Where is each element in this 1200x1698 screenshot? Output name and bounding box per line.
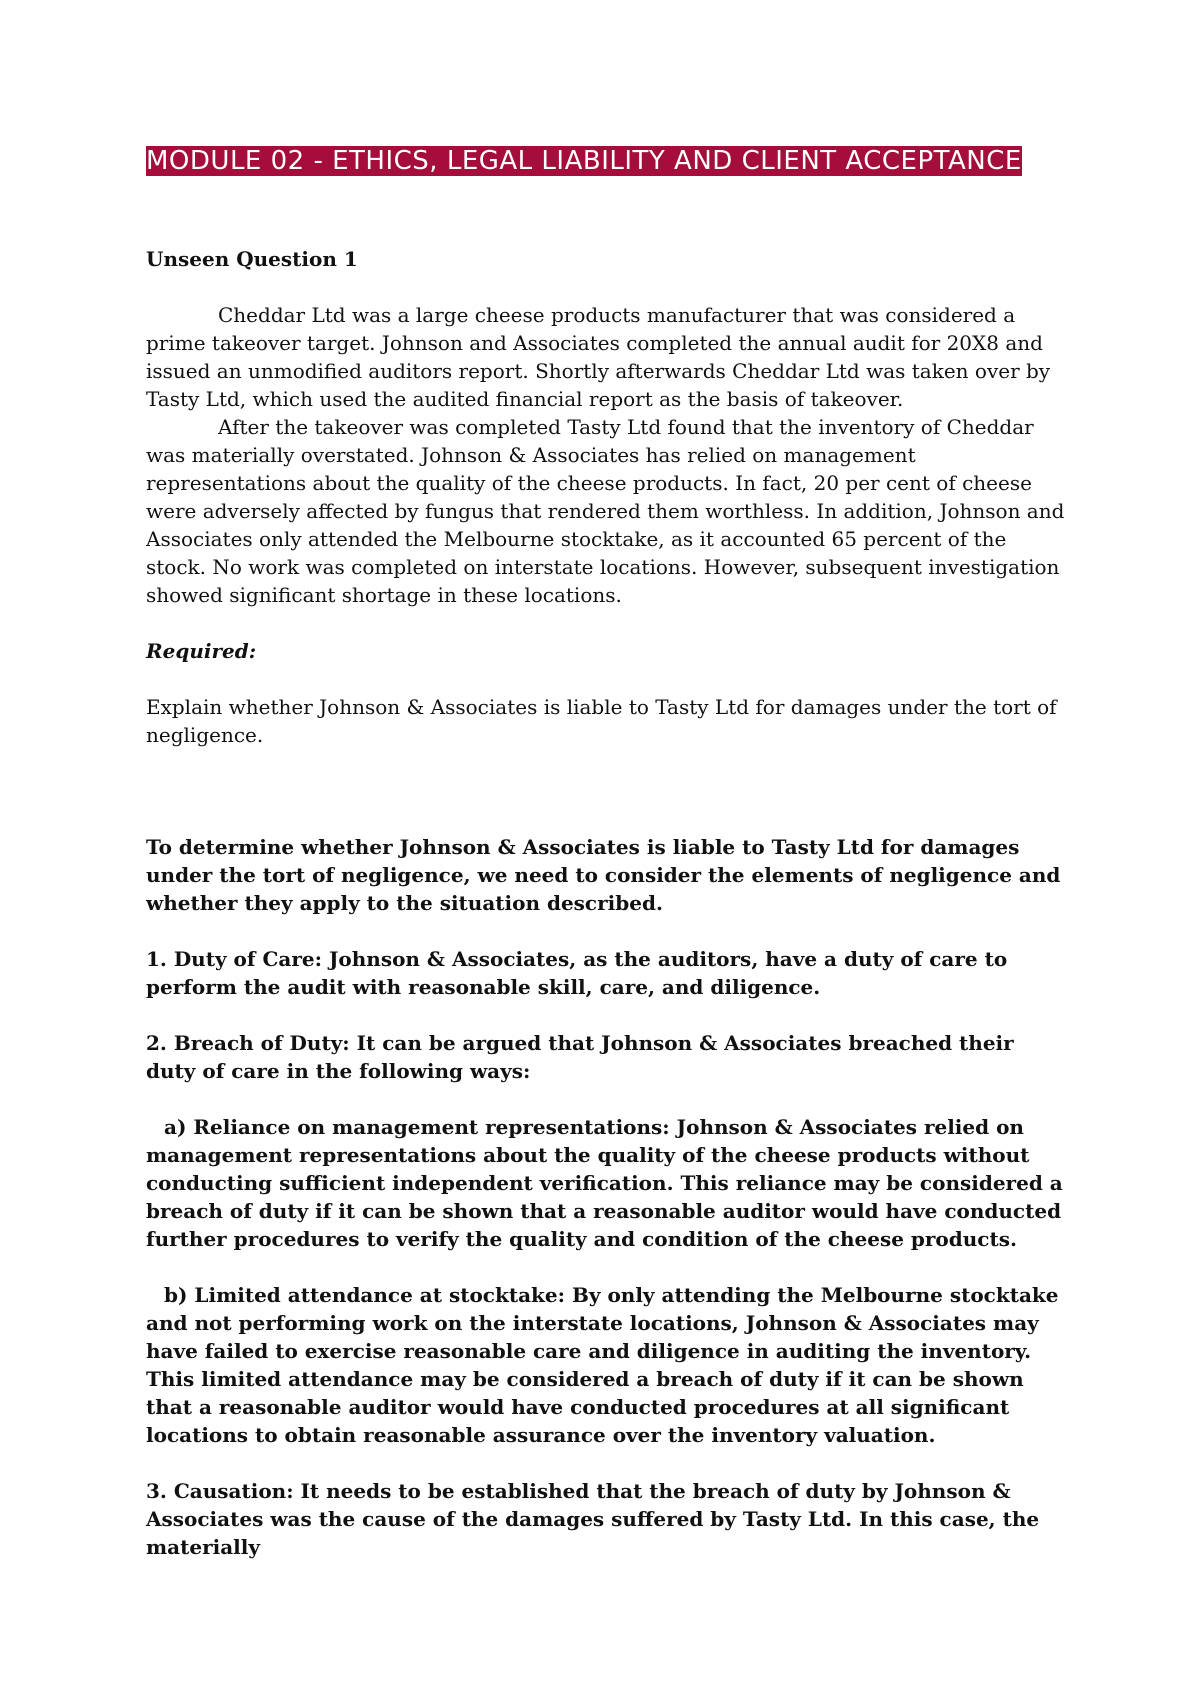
answer-causation: 3. Causation: It needs to be established that the breach of duty by Johnson & Associates was the cause of the damages suffered by Tasty Ltd. In this case, the materially	[146, 1479, 1040, 1559]
answer-breach-of-duty: 2. Breach of Duty: It can be argued that Johnson & Associates breached their duty of care in the following ways:	[146, 1031, 1014, 1083]
question-body	[146, 301, 1066, 609]
answer-duty-of-care: 1. Duty of Care: Johnson & Associates, as the auditors, have a duty of care to perform the audit with reasonable skill, care, and diligence.	[146, 947, 1008, 999]
answer-section	[146, 833, 1066, 1561]
module-heading	[146, 146, 1066, 177]
answer-point-b: b) Limited attendance at stocktake: By only attending the Melbourne stocktake and not performing work on the interstate locations, Johnson & Associates may have failed to exercise reasonable care and diligence in auditing the inventory. This limited attendance may be considered a breach of duty if it can be shown that a reasonable auditor would have conducted procedures at all significant locations to obtain reasonable assurance over the inventory valuation.	[146, 1283, 1059, 1447]
question-paragraph: After the takeover was completed Tasty Ltd found that the inventory of Cheddar was materially overstated. Johnson & Associates has relied on management representations about the quality of the cheese products. In fact, 20 per cent of cheese were adversely affected by fungus that rendered them worthless. In addition, Johnson and Associates only attended the Melbourne stocktake, as it accounted 65 percent of the stock. No work was completed on interstate locations. However, subsequent investigation showed significant shortage in these locations.	[146, 415, 1065, 607]
document-page	[146, 146, 1066, 1589]
question-paragraph: Cheddar Ltd was a large cheese products manufacturer that was considered a prime takeover target. Johnson and Associates completed the annual audit for 20X8 and issued an unmodified auditors report. Shortly afterwards Cheddar Ltd was taken over by Tasty Ltd, which used the audited financial report as the basis of takeover.	[146, 303, 1051, 411]
answer-point-a: a) Reliance on management representations: Johnson & Associates relied on management representations about the quality of the cheese products without conducting sufficient independent verification. This reliance may be considered a breach of duty if it can be shown that a reasonable auditor would have conducted further procedures to verify the quality and condition of the cheese products.	[146, 1115, 1063, 1251]
required-label: Required:	[146, 639, 257, 663]
required-text: Explain whether Johnson & Associates is liable to Tasty Ltd for damages under the tort of negligence.	[146, 695, 1057, 747]
module-heading-text: MODULE 02 - ETHICS, LEGAL LIABILITY AND CLIENT ACCEPTANCE	[146, 146, 1022, 176]
answer-intro: To determine whether Johnson & Associates is liable to Tasty Ltd for damages under the tort of negligence, we need to consider the elements of negligence and whether they apply to the situation described.	[146, 835, 1061, 915]
question-title: Unseen Question 1	[146, 247, 358, 271]
